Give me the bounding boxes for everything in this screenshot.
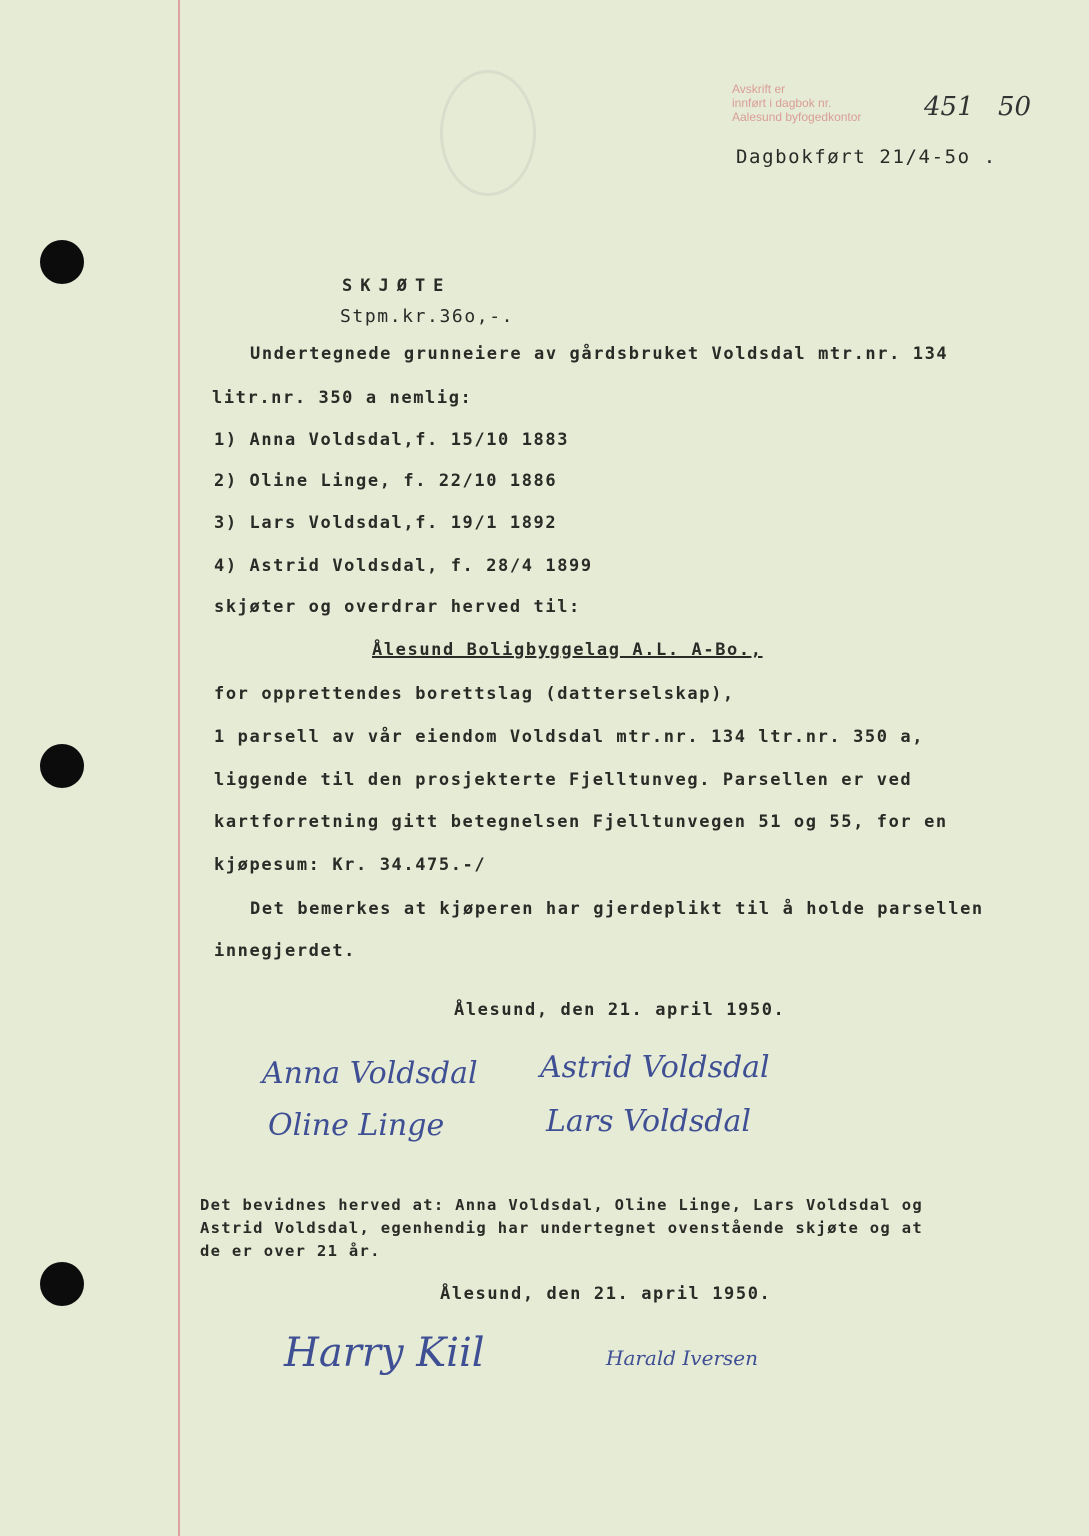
margin-line — [178, 0, 180, 1536]
stamp-line-1: Avskrift er — [732, 82, 786, 96]
body-line: 2) Oline Linge, f. 22/10 1886 — [214, 471, 558, 491]
body-line: litr.nr. 350 a nemlig: — [212, 388, 473, 408]
signature-oline: Oline Linge — [268, 1108, 445, 1143]
purchase-price-line: kjøpesum: Kr. 34.475.-/ — [214, 855, 487, 875]
signature-astrid: Astrid Voldsdal — [540, 1050, 770, 1085]
attest-line: Det bevidnes herved at: Anna Voldsdal, Oline Linge, Lars Voldsdal og — [200, 1196, 923, 1214]
attest-line: Astrid Voldsdal, egenhendig har undertegnet ovenstående skjøte og at — [200, 1219, 923, 1237]
buyer-name: Ålesund Boligbyggelag A.L. A-Bo., — [372, 640, 763, 660]
dagbokfort-line: Dagbokført 21/4-5o . — [736, 146, 997, 168]
dagbok-number: 451 — [924, 92, 974, 122]
signature-witness-1: Harry Kiil — [284, 1330, 485, 1376]
body-line: liggende til den prosjekterte Fjelltunveg. Parsellen er ved — [214, 770, 913, 790]
body-line: Undertegnede grunneiere av gårdsbruket Voldsdal mtr.nr. 134 — [250, 344, 949, 364]
body-line: Det bemerkes at kjøperen har gjerdeplikt til å holde parsellen — [250, 899, 984, 919]
stamp-line-2: innført i dagbok nr. — [732, 96, 832, 110]
punch-hole-icon — [40, 1262, 84, 1306]
body-line: 1 parsell av vår eiendom Voldsdal mtr.nr. 134 ltr.nr. 350 a, — [214, 727, 925, 747]
signature-anna: Anna Voldsdal — [262, 1056, 478, 1091]
signature-lars: Lars Voldsdal — [546, 1104, 751, 1139]
document-title: SKJØTE — [342, 276, 452, 296]
body-line: kartforretning gitt betegnelsen Fjelltunvegen 51 og 55, for en — [214, 812, 948, 832]
place-date: Ålesund, den 21. april 1950. — [440, 1284, 772, 1304]
punch-hole-icon — [40, 744, 84, 788]
signature-witness-2: Harald Iversen — [606, 1346, 758, 1370]
body-line: innegjerdet. — [214, 941, 357, 961]
place-date: Ålesund, den 21. april 1950. — [454, 1000, 786, 1020]
registry-stamp — [732, 82, 932, 126]
dagbok-year: 50 — [998, 92, 1032, 122]
body-line: 1) Anna Voldsdal,f. 15/10 1883 — [214, 430, 570, 450]
body-line: skjøter og overdrar herved til: — [214, 597, 581, 617]
attest-line: de er over 21 år. — [200, 1242, 381, 1260]
body-line: for opprettendes borettslag (datterselskap), — [214, 684, 735, 704]
punch-hole-icon — [40, 240, 84, 284]
stamp-fee: Stpm.kr.36o,-. — [340, 306, 515, 327]
faint-stamp-circle — [440, 70, 536, 196]
body-line: 3) Lars Voldsdal,f. 19/1 1892 — [214, 513, 558, 533]
stamp-line-3: Aalesund byfogedkontor — [732, 110, 862, 124]
body-line: 4) Astrid Voldsdal, f. 28/4 1899 — [214, 556, 593, 576]
